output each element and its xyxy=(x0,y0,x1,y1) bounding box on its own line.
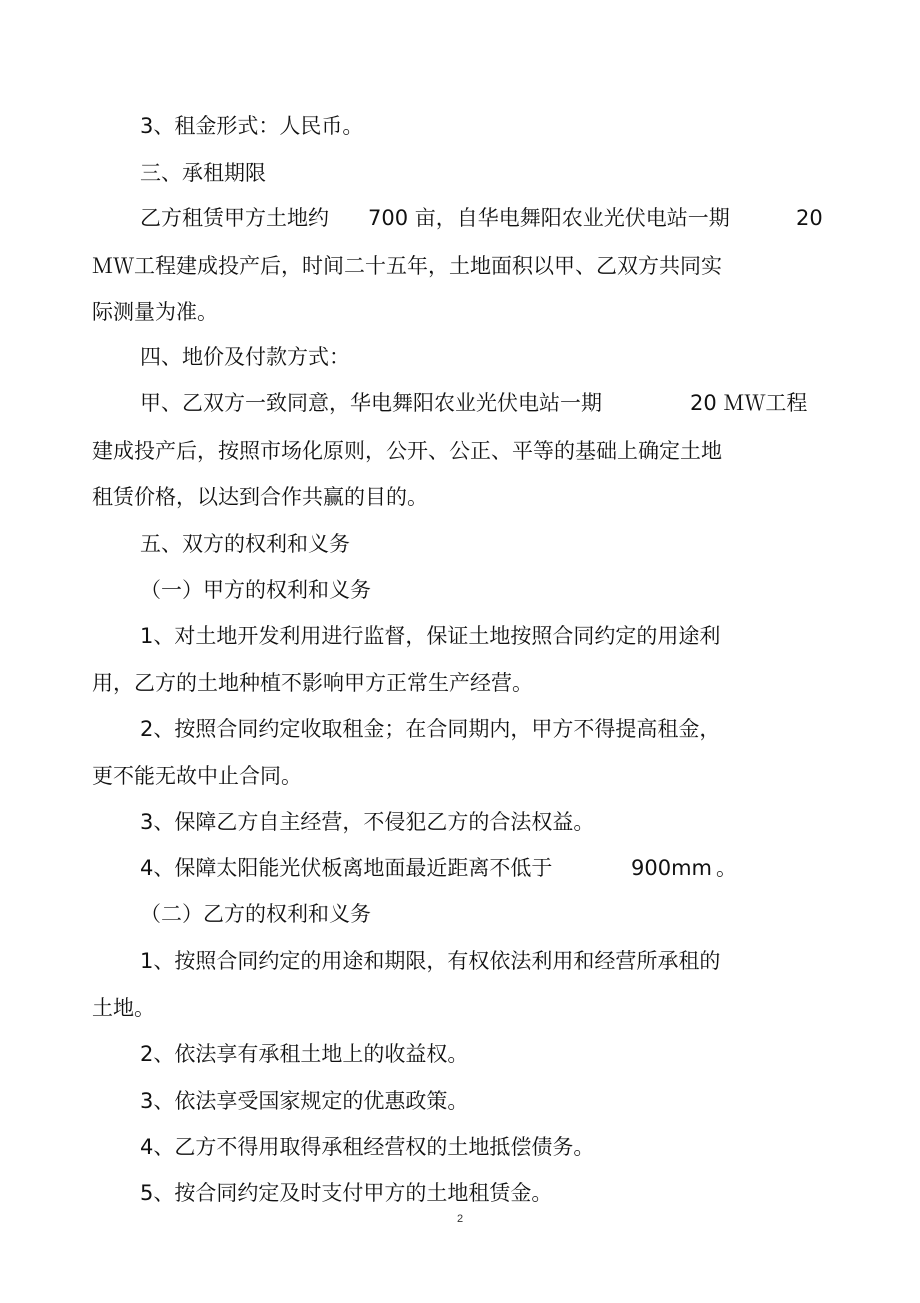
page-number: 2 xyxy=(456,1213,464,1225)
text-line: 4、保障太阳能光伏板离地面最近距离不低于 xyxy=(140,856,553,880)
line-18 xyxy=(0,899,920,929)
line-23 xyxy=(0,1132,920,1162)
text-line: 更不能无故中止合同。 xyxy=(92,764,302,788)
text-line: 土地。 xyxy=(92,996,155,1020)
text-line: 建成投产后，按照市场化原则，公开、公正、平等的基础上确定土地 xyxy=(92,439,722,463)
line-7 xyxy=(0,388,920,418)
line-11 xyxy=(0,575,920,605)
line-19 xyxy=(0,946,920,976)
line-21 xyxy=(0,1039,920,1069)
line-24 xyxy=(0,1178,920,1208)
line-13 xyxy=(0,668,920,698)
line-9 xyxy=(0,482,920,512)
text-line: 900mm xyxy=(631,856,712,880)
line-2 xyxy=(0,158,920,188)
text-line: 2、依法享有承租土地上的收益权。 xyxy=(140,1042,469,1066)
text-line: 20 xyxy=(796,206,823,230)
line-8 xyxy=(0,436,920,466)
text-line: 2、按照合同约定收取租金；在合同期内，甲方不得提高租金， xyxy=(140,717,721,741)
text-line: 甲、乙双方一致同意，华电舞阳农业光伏电站一期 xyxy=(140,391,602,415)
text-line: 租赁价格，以达到合作共赢的目的。 xyxy=(92,485,428,509)
text-line: 3、依法享受国家规定的优惠政策。 xyxy=(140,1089,469,1113)
subsection-heading: （二）乙方的权利和义务 xyxy=(140,902,371,926)
text-line: 际测量为准。 xyxy=(92,300,218,324)
text-line: 用，乙方的土地种植不影响甲方正常生产经营。 xyxy=(92,671,533,695)
line-3 xyxy=(0,203,920,233)
line-12 xyxy=(0,621,920,651)
text-line: 1、按照合同约定的用途和期限，有权依法利用和经营所承租的 xyxy=(140,949,721,973)
text-line: 3、租金形式：人民币。 xyxy=(140,114,364,138)
line-4 xyxy=(0,251,920,281)
line-22 xyxy=(0,1086,920,1116)
text-line: 5、按合同约定及时支付甲方的土地租赁金。 xyxy=(140,1181,553,1205)
subsection-heading: （一）甲方的权利和义务 xyxy=(140,578,371,602)
line-5 xyxy=(0,297,920,327)
line-6 xyxy=(0,342,920,372)
text-line: 乙方租赁甲方土地约 xyxy=(140,206,329,230)
section-heading: 五、双方的权利和义务 xyxy=(140,532,350,556)
line-14 xyxy=(0,714,920,744)
text-line: 3、保障乙方自主经营，不侵犯乙方的合法权益。 xyxy=(140,810,595,834)
text-line: 1、对土地开发利用进行监督，保证土地按照合同约定的用途利 xyxy=(140,624,721,648)
line-10 xyxy=(0,529,920,559)
line-17 xyxy=(0,853,920,883)
line-15 xyxy=(0,761,920,791)
text-line: 4、乙方不得用取得承租经营权的土地抵偿债务。 xyxy=(140,1135,595,1159)
text-line: 20 ＭＷ工程 xyxy=(690,391,808,415)
line-20 xyxy=(0,993,920,1023)
text-line: ＭＷ工程建成投产后，时间二十五年，土地面积以甲、乙双方共同实 xyxy=(92,254,722,278)
text-line: 700 亩，自华电舞阳农业光伏电站一期 xyxy=(368,206,730,230)
section-heading: 四、地价及付款方式： xyxy=(140,345,350,369)
line-16 xyxy=(0,807,920,837)
text-line: 。 xyxy=(716,856,737,880)
section-heading: 三、承租期限 xyxy=(140,161,266,185)
line-1 xyxy=(0,111,920,141)
